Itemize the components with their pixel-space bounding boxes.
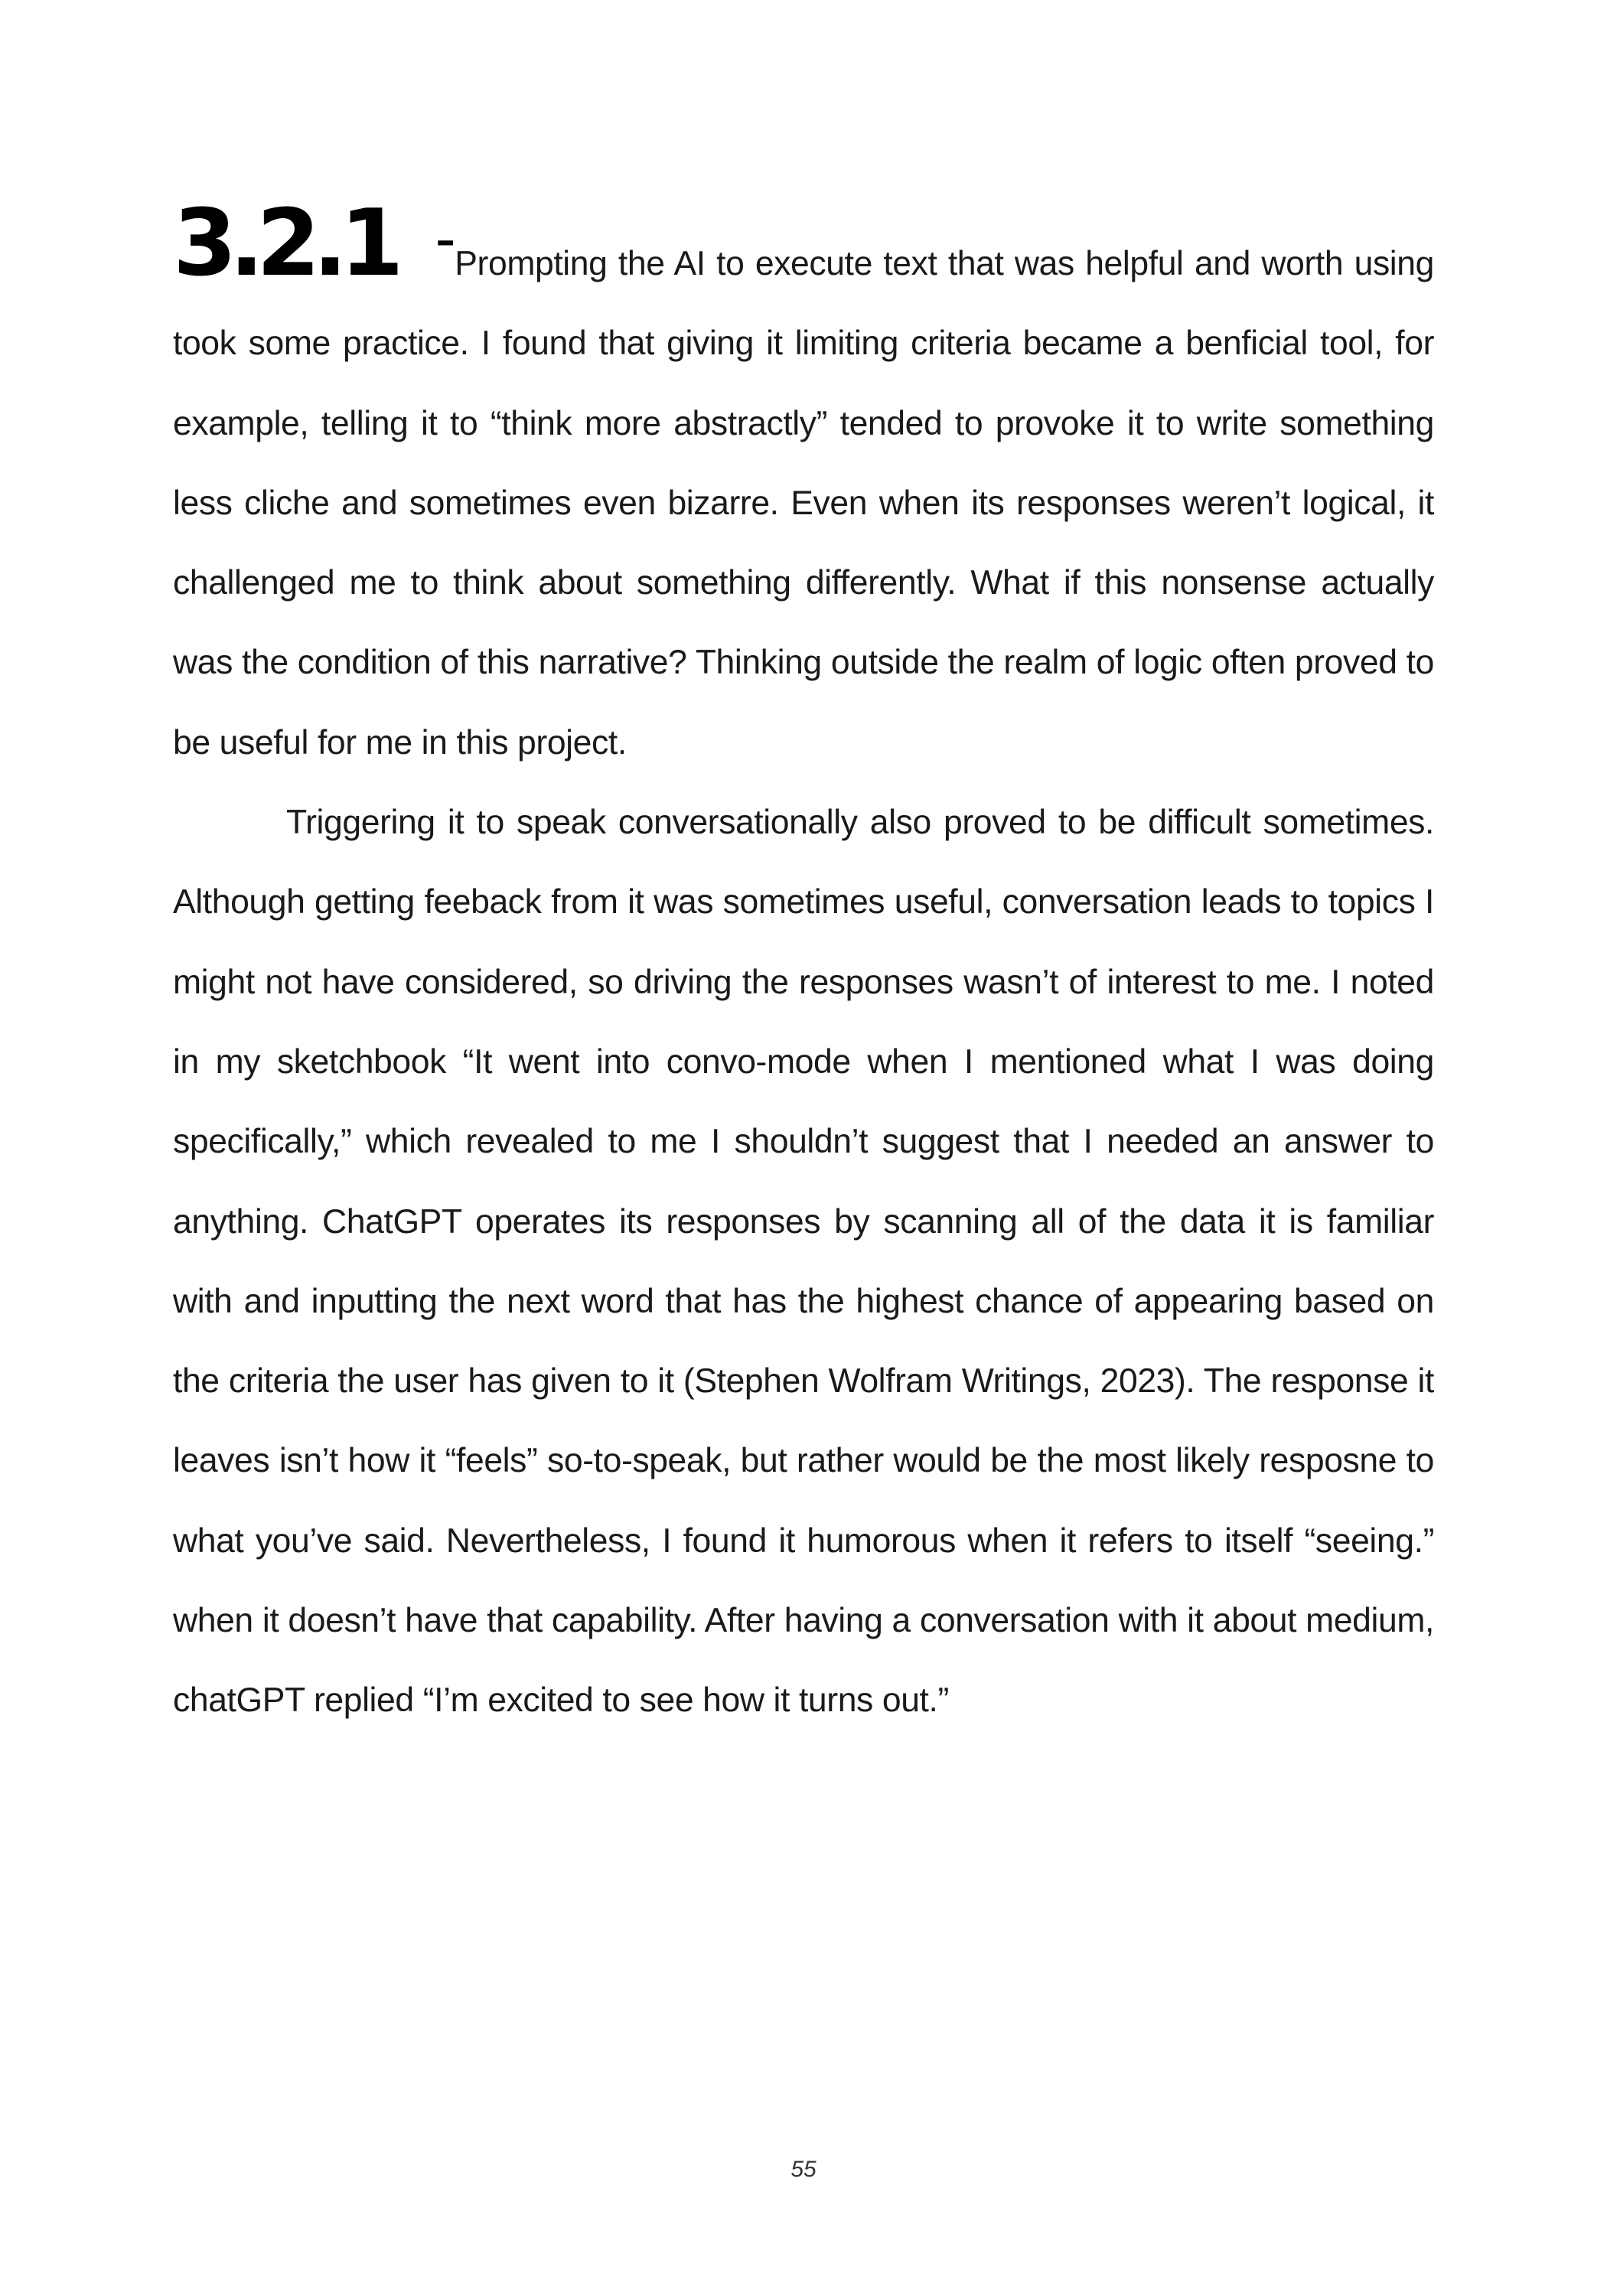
paragraph-1-text: Prompting the AI to execute text that was helpful and worth using took some practice. I found that giving it limiting criteria became a benficial tool, for example, telling it to “think more abstractly” tended to provoke it to write something less cliche and sometimes even bizarre. Even when its responses weren’t logical, it challenged me to think about something differently. What if this nonsense actually was the condition of this narrative? Thinking outside the realm of logic often proved to be useful for me in this project.	[173, 245, 1434, 762]
paragraph-2: Triggering it to speak conversationally also proved to be difficult sometimes. Although getting feeback from it was sometimes useful, conversation leads to topics I might not have considered, so driving the responses wasn’t of interest to me. I noted in my sketchbook “It went into convo-mode when I mentioned what I was doing specifically,” which revealed to me I shouldn’t suggest that I needed an answer to anything. ChatGPT operates its responses by scanning all of the data it is familiar with and inputting the next word that has the highest chance of appearing based on the criteria the user has given to it (Stephen Wolfram Writings, 2023). The response it leaves isn’t how it “feels” so-to-speak, but rather would be the most likely resposne to what you’ve said. Nevertheless, I found it humorous when it refers to itself “seeing.” when it doesn’t have that capability. After having a conversation with it about medium, chatGPT replied “I’m excited to see how it turns out.”	[173, 804, 1434, 1720]
section-number: 3.2.1	[173, 191, 396, 297]
body-text	[173, 191, 1434, 1741]
paragraph-1	[173, 191, 1434, 783]
page-number: 55	[790, 2157, 817, 2182]
section-dash: –	[435, 218, 455, 263]
